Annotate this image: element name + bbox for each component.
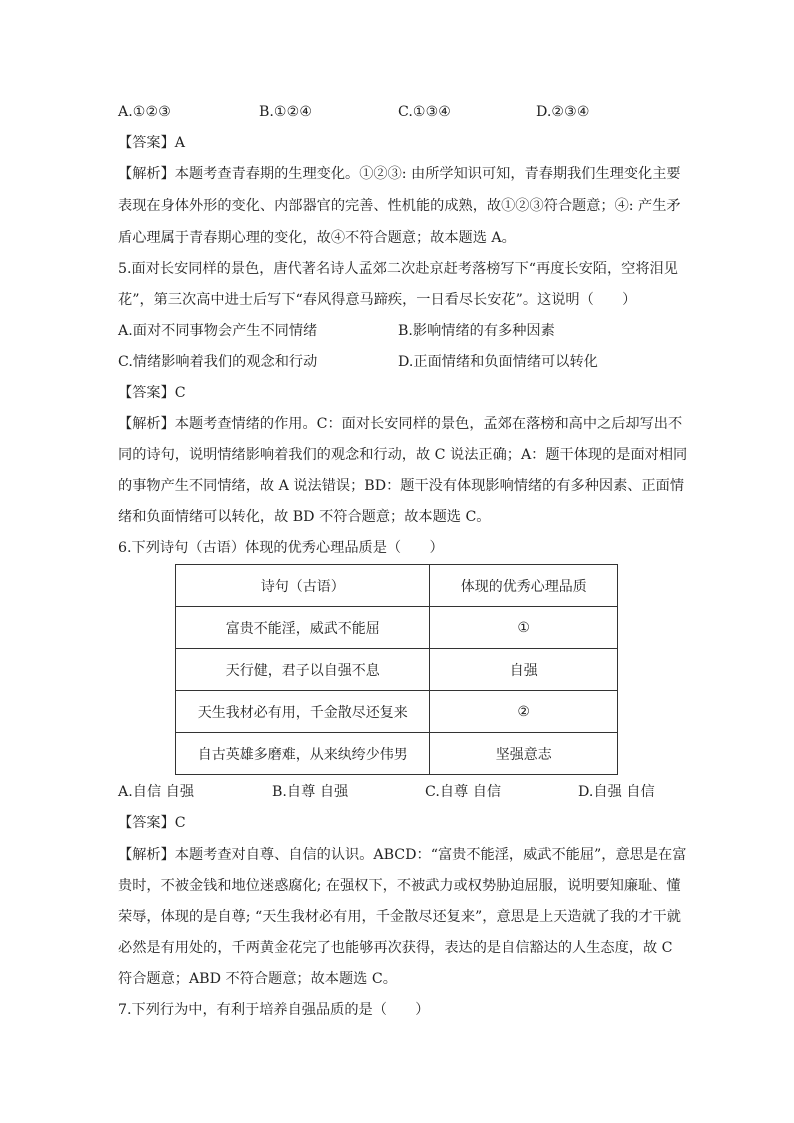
table-row xyxy=(176,691,618,733)
table-header-row xyxy=(176,565,618,607)
table-cell: ② xyxy=(430,691,618,733)
q6-stem: 6.下列诗句（古语）体现的优秀心理品质是（ ） xyxy=(118,540,444,556)
q5-option-d: D.正面情绪和负面情绪可以转化 xyxy=(398,354,598,370)
q6-analysis-line-1: 【解析】本题考查对自尊、自信的认识。ABCD：“富贵不能淫，威武不能屈”，意思是在富 xyxy=(118,847,687,863)
q5-stem-line-1: 5.面对长安同样的景色，唐代著名诗人孟郊二次赴京赶考落榜写下“再度长安陌，空将泪见 xyxy=(118,261,678,277)
q5-option-b: B.影响情绪的有多种因素 xyxy=(398,323,555,339)
q4-answer: 【答案】A xyxy=(118,135,185,151)
q4-option-a: A.①②③ xyxy=(118,104,171,120)
q4-analysis-line-3: 盾心理属于青春期心理的变化，故④不符合题意；故本题选 A。 xyxy=(118,230,516,246)
table-cell: 天行健，君子以自强不息 xyxy=(176,649,430,691)
q6-analysis-line-5: 符合题意；ABD 不符合题意；故本题选 C。 xyxy=(118,971,397,987)
table-header-cell: 体现的优秀心理品质 xyxy=(430,565,618,607)
table-cell: 富贵不能淫，威武不能屈 xyxy=(176,607,430,649)
table-cell: ① xyxy=(430,607,618,649)
table-cell: 自强 xyxy=(430,649,618,691)
table-row xyxy=(176,607,618,649)
q5-option-a: A.面对不同事物会产生不同情绪 xyxy=(118,323,318,339)
q4-analysis-line-1: 【解析】本题考查青春期的生理变化。①②③: 由所学知识可知，青春期我们生理变化主要 xyxy=(118,166,681,182)
q6-answer: 【答案】C xyxy=(118,815,186,831)
q6-analysis-line-3: 荣辱，体现的是自尊; “天生我材必有用，千金散尽还复来”，意思是上天造就了我的才干就 xyxy=(118,909,681,925)
q5-analysis-line-3: 的事物产生不同情绪，故 A 说法错误；BD：题干没有体现影响情绪的有多种因素、正面情 xyxy=(118,478,685,494)
q4-option-b: B.①②④ xyxy=(259,104,313,120)
q4-option-c: C.①③④ xyxy=(398,104,452,120)
q4-analysis-line-2: 表现在身体外形的变化、内部器官的完善、性机能的成熟，故①②③符合题意；④: 产生矛 xyxy=(118,198,681,214)
q6-option-a: A.自信 自强 xyxy=(118,784,195,800)
table-cell: 自古英雄多磨难，从来纨绔少伟男 xyxy=(176,733,430,775)
q6-analysis-line-4: 必然是有用处的，千两黄金花完了也能够再次获得，表达的是自信豁达的人生态度，故 C xyxy=(118,940,673,956)
q5-analysis-line-4: 绪和负面情绪可以转化，故 BD 不符合题意；故本题选 C。 xyxy=(118,509,491,525)
q5-stem-line-2: 花”，第三次高中进士后写下“春风得意马蹄疾，一日看尽长安花”。这说明（ ） xyxy=(118,292,637,308)
q6-analysis-line-2: 贵时，不被金钱和地位迷惑腐化; 在强权下，不被武力或权势胁迫屈服，说明要知廉耻、懂 xyxy=(118,878,681,894)
q5-analysis-line-1: 【解析】本题考查情绪的作用。C：面对长安同样的景色，孟郊在落榜和高中之后却写出不 xyxy=(118,416,683,432)
q6-option-d: D.自强 自信 xyxy=(578,784,655,800)
q6-option-c: C.自尊 自信 xyxy=(425,784,502,800)
q6-table xyxy=(175,564,618,775)
table-header-cell: 诗句（古语） xyxy=(176,565,430,607)
table-cell: 坚强意志 xyxy=(430,733,618,775)
q5-analysis-line-2: 同的诗句，说明情绪影响着我们的观念和行动，故 C 说法正确；A：题干体现的是面对相同 xyxy=(118,447,688,463)
table-row xyxy=(176,649,618,691)
q4-option-d: D.②③④ xyxy=(536,104,590,120)
q7-stem: 7.下列行为中，有利于培养自强品质的是（ ） xyxy=(118,1002,430,1018)
table-cell: 天生我材必有用，千金散尽还复来 xyxy=(176,691,430,733)
q5-answer: 【答案】C xyxy=(118,385,186,401)
q5-option-c: C.情绪影响着我们的观念和行动 xyxy=(118,354,318,370)
q6-option-b: B.自尊 自强 xyxy=(272,784,349,800)
table-row xyxy=(176,733,618,775)
